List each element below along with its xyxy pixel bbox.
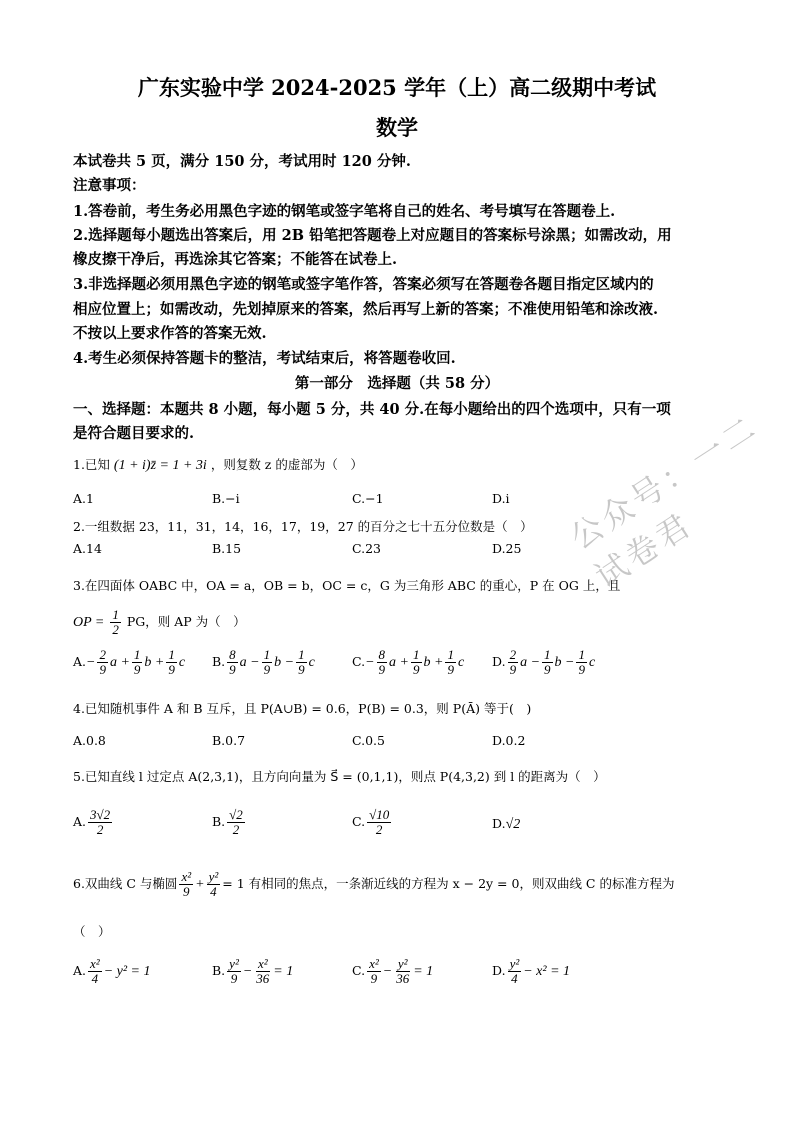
fraction: [445, 648, 456, 677]
fraction-denominator: 9: [168, 662, 175, 677]
notice-title: 注意事项：: [73, 177, 146, 194]
fraction-denominator: 2: [96, 822, 104, 837]
exam-subject: 数学: [376, 115, 418, 140]
fraction: [166, 648, 177, 677]
question-4: 4.已知随机事件 A 和 B 互斥，且 P(A∪B) = 0.6，P(B) = 0.3，则 P(Ā) 等于( ): [73, 701, 532, 716]
part1-heading: 第一部分 选择题（共 58 分）: [294, 375, 500, 392]
question-1-equation: (1 + i)z̄ = 1 + 3i: [113, 458, 207, 473]
exam-title: 广东实验中学 2024-2025 学年（上）高二级期中考试: [137, 75, 657, 100]
question-1: [73, 455, 363, 474]
section-instruction-line-2: 是符合题目要求的.: [73, 425, 195, 442]
term: c: [178, 655, 186, 670]
fraction-numerator: x²: [369, 956, 379, 971]
q5-option-a: [73, 808, 114, 837]
notice-item-1: 1.答卷前，考生务必用黑色字迹的钢笔或签字笔将自己的姓名、考号填写在答题卷上.: [73, 203, 616, 220]
exam-intro: 本试卷共 5 页，满分 150 分，考试用时 120 分钟.: [73, 153, 411, 170]
q4-option-d: D.0.2: [492, 733, 526, 748]
q6-option-b: [212, 957, 293, 986]
q1-option-b: B.−i: [212, 491, 240, 506]
term: c: [457, 655, 465, 670]
notice-item-3-line-1: 3.非选择题必须用黑色字迹的钢笔或签字笔作答，答案必须写在答题卷各题目指定区域内的: [73, 276, 654, 293]
q1-option-a: A.1: [73, 491, 94, 506]
fraction-denominator: 4: [511, 971, 518, 986]
fraction: [132, 648, 143, 677]
q3-option-c: [352, 648, 464, 677]
q5-option-b: [212, 808, 247, 837]
fraction-denominator: 9: [183, 884, 190, 899]
question-6-line-1: [73, 870, 674, 899]
fraction-numerator: y²: [229, 956, 239, 971]
q1-option-c: C.−1: [352, 491, 384, 506]
fraction-numerator: x²: [257, 956, 268, 971]
watermark: 公众号：一二试卷君: [563, 407, 766, 596]
fraction: [377, 648, 388, 677]
term: b +: [144, 655, 165, 670]
q5-option-c: [352, 808, 393, 837]
fraction-numerator: x²: [90, 956, 100, 971]
fraction-numerator: 1: [263, 647, 271, 662]
fraction-numerator: y²: [208, 869, 219, 884]
fraction: [227, 648, 238, 677]
fraction-denominator: 36: [256, 971, 270, 986]
q4-option-b: B.0.7: [212, 733, 246, 748]
fraction: [88, 808, 112, 837]
option-label: C.: [352, 654, 366, 669]
fraction-numerator: y²: [509, 956, 520, 971]
term: − y² = 1: [103, 964, 151, 979]
fraction-denominator: 9: [413, 662, 420, 677]
option-label: D.: [492, 654, 506, 669]
question-1-pre: 1.已知: [73, 457, 110, 472]
q3-line-2-post: PG，则 AP 为（ ）: [126, 614, 246, 629]
fraction: [254, 957, 271, 986]
sign: −: [365, 655, 375, 670]
fraction: [296, 648, 307, 677]
fraction-numerator: √2: [229, 807, 243, 822]
option-label: A.: [73, 963, 87, 978]
term: c: [588, 655, 596, 670]
term: b +: [423, 655, 444, 670]
term: − x² = 1: [523, 964, 571, 979]
question-2: 2.一组数据 23，11，31，14，16，17，19，27 的百分之七十五分位数是（ ）: [73, 519, 533, 534]
question-3-line-2: [73, 608, 246, 637]
fraction-denominator: 9: [509, 662, 517, 677]
q6-option-c: [352, 957, 433, 986]
fraction-denominator: 9: [578, 662, 585, 677]
term: a +: [109, 655, 130, 670]
term: −: [382, 964, 393, 979]
term: b −: [274, 655, 295, 670]
q6-option-d: [492, 957, 570, 986]
question-6-line-2: （ ）: [73, 924, 111, 939]
fraction: [367, 808, 391, 837]
fraction-denominator: 2: [232, 822, 240, 837]
q6-pre: 6.双曲线 C 与椭圆: [73, 876, 178, 891]
term: −: [242, 964, 253, 979]
fraction-numerator: 1: [578, 647, 585, 662]
fraction-denominator: 9: [99, 662, 106, 677]
term: a −: [239, 655, 260, 670]
q6-option-a: [73, 957, 151, 986]
fraction-denominator: 9: [298, 662, 305, 677]
q1-option-d: D.i: [492, 491, 510, 506]
fraction: [227, 957, 241, 986]
fraction-denominator: 36: [396, 971, 410, 986]
q4-option-c: C.0.5: [352, 733, 385, 748]
fraction-numerator: 8: [378, 647, 386, 662]
fraction-numerator: 8: [229, 647, 236, 662]
option-label: D.: [492, 963, 506, 978]
notice-item-2-line-2: 橡皮擦干净后，再选涂其它答案；不能答在试卷上.: [73, 251, 398, 268]
notice-item-2-line-1: 2.选择题每小题选出答案后，用 2B 铅笔把答题卷上对应题目的答案标号涂黑；如需改动，用: [73, 227, 672, 244]
fraction: [576, 648, 587, 677]
term: a +: [389, 655, 409, 670]
fraction-numerator: 1: [168, 647, 175, 662]
term: a −: [520, 655, 541, 670]
fraction-denominator: 9: [133, 662, 141, 677]
term: b −: [554, 655, 575, 670]
fraction-denominator: 4: [91, 971, 99, 986]
plus-sign: +: [195, 877, 205, 892]
fraction: [262, 648, 273, 677]
fraction-denominator: 9: [378, 662, 386, 677]
option-label: C.: [352, 963, 366, 978]
q2-option-c: C.23: [352, 541, 381, 556]
option-label: B.: [212, 814, 226, 829]
fraction-denominator: 4: [210, 884, 217, 899]
q4-option-a: A.0.8: [73, 733, 106, 748]
fraction-denominator: 9: [447, 662, 454, 677]
fraction-numerator: 1: [544, 647, 551, 662]
q6-post: = 1 有相同的焦点，一条渐近线的方程为 x − 2y = 0，则双曲线 C 的标准方程为: [222, 876, 675, 891]
sign: −: [86, 655, 96, 670]
fraction-denominator: 2: [375, 822, 383, 837]
fraction-numerator: 3√2: [90, 807, 111, 822]
fraction-numerator: 1: [133, 647, 141, 662]
option-label: A.: [73, 654, 87, 669]
fraction: [179, 870, 193, 899]
q2-option-d: D.25: [492, 541, 522, 556]
fraction: [367, 957, 381, 986]
term: = 1: [413, 964, 434, 979]
option-label: D.: [492, 816, 506, 831]
question-1-post: ，则复数 z 的虚部为（ ）: [210, 457, 363, 472]
q3-option-a: [73, 648, 185, 677]
q2-option-b: B.15: [212, 541, 242, 556]
option-label: C.: [352, 814, 366, 829]
fraction: [88, 957, 102, 986]
option-label: A.: [73, 814, 87, 829]
term: = 1: [273, 964, 294, 979]
option-label: B.: [212, 963, 226, 978]
notice-item-3-line-3: 不按以上要求作答的答案无效.: [73, 325, 267, 342]
fraction: [508, 648, 519, 677]
fraction-denominator: 9: [230, 971, 238, 986]
fraction-numerator: 2: [509, 647, 517, 662]
q3-option-d: [492, 648, 595, 677]
q5-option-d: [492, 816, 520, 833]
fraction: [207, 870, 221, 899]
fraction-numerator: √10: [369, 807, 390, 822]
fraction-numerator: 1: [413, 647, 420, 662]
q3-half-fraction: [110, 608, 121, 637]
fraction: [542, 648, 553, 677]
fraction-denominator: 9: [229, 662, 236, 677]
fraction-numerator: 1: [298, 647, 305, 662]
fraction-numerator: y²: [397, 956, 408, 971]
fraction-denominator: 9: [544, 662, 551, 677]
fraction-numerator: x²: [181, 869, 192, 884]
question-3-line-1: 3.在四面体 OABC 中，OA = a，OB = b，OC = c，G 为三角形 ABC 的重心，P 在 OG 上，且: [73, 578, 621, 593]
fraction-numerator: 2: [99, 647, 106, 662]
fraction: [97, 648, 108, 677]
fraction-denominator: 2: [112, 622, 119, 637]
q2-option-a: A.14: [73, 541, 102, 556]
fraction: [508, 957, 522, 986]
q3-op-label: OP =: [73, 615, 105, 630]
fraction: [227, 808, 245, 837]
fraction-denominator: 9: [263, 662, 271, 677]
notice-item-4: 4.考生必须保持答题卡的整洁，考试结束后，将答题卷收回.: [73, 350, 456, 367]
fraction-numerator: 1: [112, 607, 119, 622]
question-5: 5.已知直线 l 过定点 A(2,3,1)，且方向向量为 S⃗ = (0,1,1)，则点 P(4,3,2) 到 l 的距离为（ ）: [73, 769, 606, 784]
option-value: √2: [505, 817, 521, 832]
option-label: B.: [212, 654, 226, 669]
fraction: [411, 648, 422, 677]
notice-item-3-line-2: 相应位置上；如需改动，先划掉原来的答案，然后再写上新的答案；不准使用铅笔和涂改液.: [73, 301, 659, 318]
q3-option-b: [212, 648, 315, 677]
fraction-numerator: 1: [447, 647, 454, 662]
fraction-denominator: 9: [370, 971, 378, 986]
fraction: [394, 957, 411, 986]
section-instruction-line-1: 一、选择题：本题共 8 小题，每小题 5 分，共 40 分.在每小题给出的四个选项中，只有一项: [73, 401, 671, 418]
term: c: [308, 655, 315, 670]
